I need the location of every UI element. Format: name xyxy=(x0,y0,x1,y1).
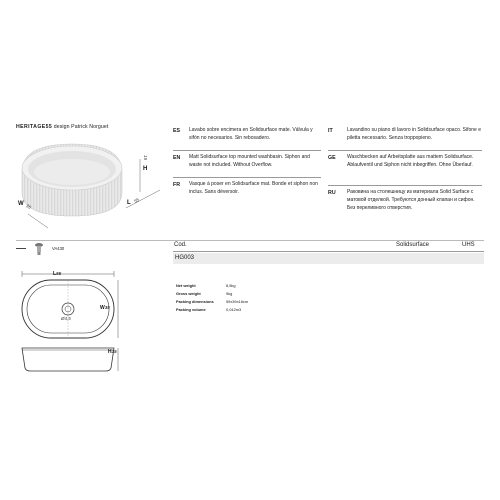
spec-value: 9kg xyxy=(226,291,233,296)
table-row xyxy=(173,253,484,264)
iso-height-value: 15 xyxy=(143,154,149,161)
iso-length-label: L xyxy=(127,200,131,206)
separator xyxy=(173,177,321,178)
col-header-finish: UHS xyxy=(462,242,475,248)
plan-width-label xyxy=(100,305,110,311)
accessory-code: VA430 xyxy=(52,246,65,251)
plan-length-label xyxy=(53,271,61,277)
col-header-material: Solidsurface xyxy=(396,242,430,248)
plan-length-letter: L xyxy=(53,271,57,277)
separator xyxy=(173,150,321,151)
spec-value: 59x39x18cm xyxy=(226,299,249,304)
spec-value: 0,042m3 xyxy=(226,307,242,312)
table-header-rule xyxy=(173,251,484,252)
separator xyxy=(328,150,482,151)
spec-label: Packing volume xyxy=(176,307,206,312)
lang-code-en: EN xyxy=(173,155,181,161)
spec-row xyxy=(176,283,336,291)
desc-ru: Раковина на столешницу из материала Solid Surface с матовой отделкой. Требуются донный клапан и сифон. Без переливного отверстия. xyxy=(347,189,475,211)
desc-en: Matt Solidsurface top mounted washbasin. Siphon and waste not included. Without Overflow. xyxy=(189,154,310,168)
desc-fr: Vasque à poser en Solidsurface mat. Bonde et siphon non inclus. Sans déversoir. xyxy=(189,181,318,195)
product-name: HERITAGE55 xyxy=(16,124,53,130)
designer-credit: design Patrick Norguet xyxy=(53,124,109,130)
spec-row xyxy=(176,299,336,307)
drain-diameter-label: Ø4,5 xyxy=(61,316,71,321)
lang-code-fr: FR xyxy=(173,182,181,188)
spec-value: 8,5kg xyxy=(226,283,236,288)
section-divider xyxy=(16,240,484,241)
spec-row xyxy=(176,307,336,315)
product-code: HG003 xyxy=(175,255,195,261)
plan-length-value: 55 xyxy=(56,271,62,276)
desc-es: Lavabo sobre encimera en Solidsurface mate. Válvula y sifón no necesarios. Sin rebosadero. xyxy=(189,127,313,141)
spec-label: Gross weight xyxy=(176,291,201,296)
iso-height-label: H xyxy=(143,166,148,172)
spec-row xyxy=(176,291,336,299)
iso-width-label: W xyxy=(18,201,24,207)
iso-width-value: 35 xyxy=(25,203,32,210)
lang-code-ge: GE xyxy=(328,155,336,161)
spec-label: Net weight xyxy=(176,283,196,288)
product-header xyxy=(16,124,108,130)
desc-it: Lavandino su piano di lavoro in Solidsurface opaco. Sifone e piletta necessario. Senza troppopieno. xyxy=(347,127,481,141)
spec-label: Packing dimensions xyxy=(176,299,214,304)
col-header-code: Cod. xyxy=(174,242,187,248)
drain-valve-icon xyxy=(34,242,44,256)
plan-width-letter: W xyxy=(100,305,105,311)
desc-ge: Waschbecken auf Arbeitsplatte aus mattem Solidsurface. Ablaufventil und Siphon nicht inbegriffen. Ohne Überlauf. xyxy=(347,154,474,168)
washbasin-isometric-drawing xyxy=(14,134,164,234)
plan-height-letter: H xyxy=(108,349,112,355)
plan-height-label xyxy=(108,349,117,355)
separator xyxy=(328,185,482,186)
lang-code-es: ES xyxy=(173,128,181,134)
lang-code-ru: RU xyxy=(328,190,336,196)
lang-code-it: IT xyxy=(328,128,333,134)
specs-list xyxy=(176,283,336,315)
iso-length-value: 55 xyxy=(133,197,140,204)
plan-width-value: 35 xyxy=(104,305,110,310)
accessory-dash xyxy=(16,248,26,249)
washbasin-plan-drawing xyxy=(16,268,126,380)
plan-height-value: 15 xyxy=(111,349,117,354)
